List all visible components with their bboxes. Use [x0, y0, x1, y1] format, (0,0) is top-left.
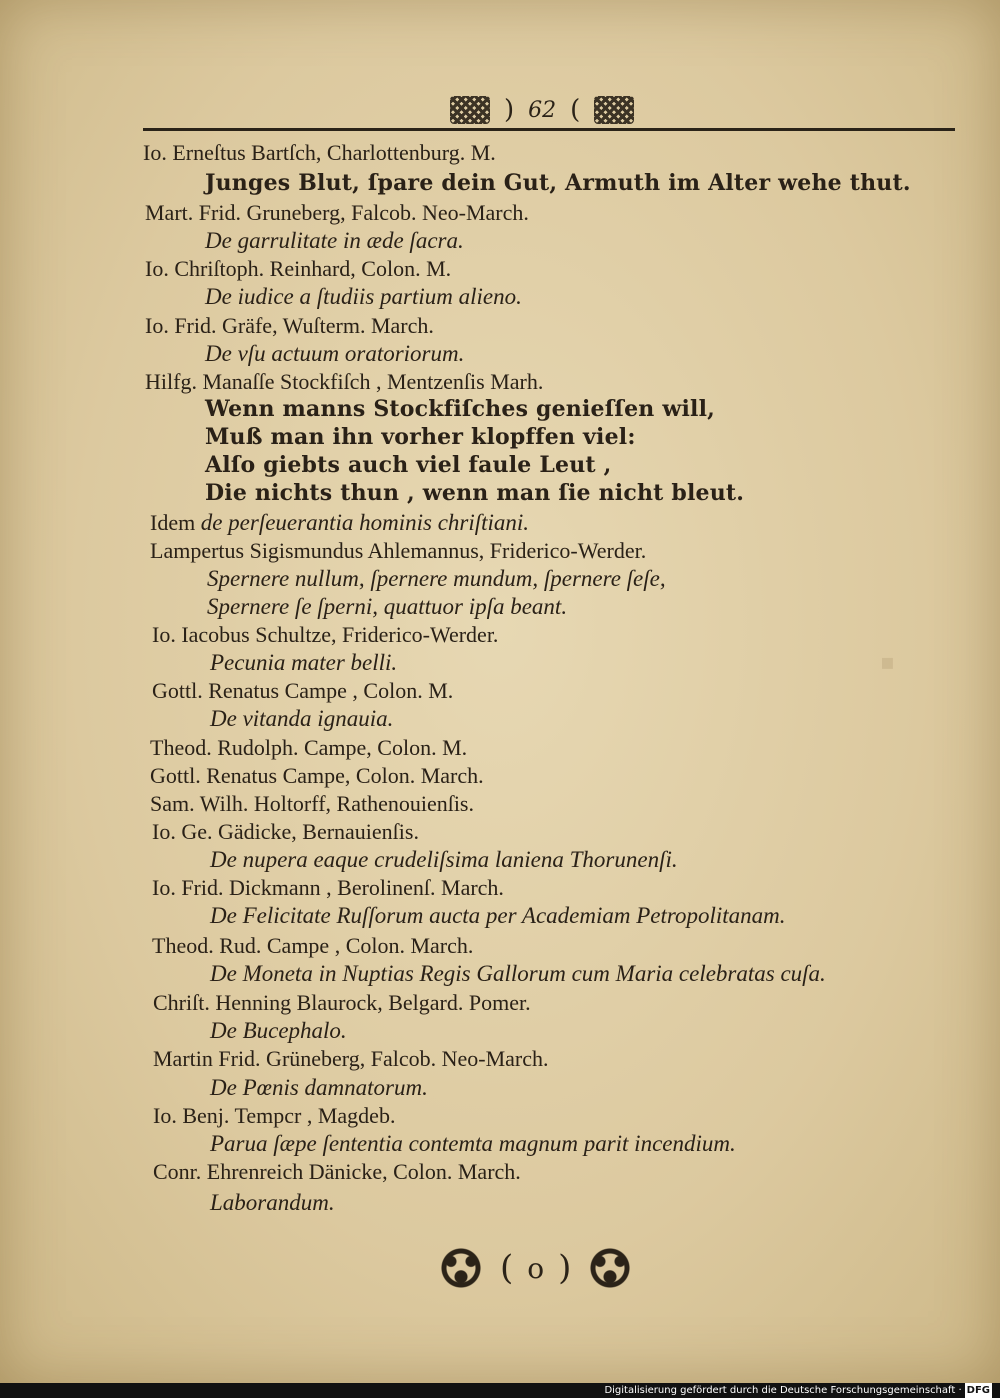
entry-roman-part: Idem — [150, 510, 201, 535]
flower-ornament-left-icon — [436, 1246, 486, 1290]
entry-line: Pecunia mater belli. — [210, 650, 398, 675]
entry-line: De Pœnis damnatorum. — [210, 1075, 428, 1100]
dfg-logo: DFG — [966, 1385, 990, 1396]
entry-line: Theod. Rud. Campe , Colon. March. — [152, 933, 474, 958]
footer-center-mark: o — [527, 1251, 545, 1285]
ornament-right-icon — [594, 96, 634, 124]
flower-ornament-right-icon — [585, 1246, 635, 1290]
entry-line: Spernere ſe ſperni, quattuor ipſa beant. — [207, 594, 568, 619]
entry-line: Alſo giebts auch viel faule Leut , — [205, 452, 612, 478]
entry-line: Io. Frid. Dickmann , Berolinenſ. March. — [152, 875, 504, 900]
header-left-paren: ) — [504, 95, 515, 125]
entry-line: De vitanda ignauia. — [210, 706, 394, 731]
entry-line: Io. Benj. Tempcr , Magdeb. — [153, 1103, 396, 1128]
credit-text: Digitalisierung gefördert durch die Deutsche Forschungsgemeinschaft · — [604, 1385, 962, 1396]
entry-line: De iudice a ſtudiis partium alieno. — [205, 284, 522, 309]
ornament-left-icon — [450, 96, 490, 124]
entry-line: De nupera eaque crudeliſsima laniena Thorunenſi. — [210, 847, 678, 872]
entry-line — [150, 510, 529, 536]
page-footer — [436, 1243, 635, 1293]
header-rule — [143, 128, 955, 131]
entry-line: Junges Blut, ſpare dein Gut, Armuth im Alter wehe thut. — [205, 170, 911, 196]
entry-line: Wenn manns Stockfiſches genieſſen will, — [205, 396, 715, 422]
bleed-through-mark: ▪ — [880, 650, 895, 675]
entry-line: Martin Frid. Grüneberg, Falcob. Neo-March. — [153, 1046, 549, 1071]
entry-line: Gottl. Renatus Campe , Colon. M. — [152, 678, 454, 703]
entry-line: Parua ſæpe ſententia contemta magnum parit incendium. — [210, 1131, 736, 1156]
entry-line: Io. Chriſtoph. Reinhard, Colon. M. — [145, 256, 452, 281]
digitization-credit — [604, 1383, 992, 1398]
entry-line: Io. Erneſtus Bartſch, Charlottenburg. M. — [143, 140, 496, 165]
entry-line: Die nichts thun , wenn man ſie nicht bleut. — [205, 480, 745, 506]
entry-line: De Felicitate Ruſſorum aucta per Academiam Petropolitanam. — [210, 903, 786, 928]
entry-line: Laborandum. — [210, 1190, 335, 1215]
entry-line: Muß man ihn vorher klopffen viel: — [205, 424, 636, 450]
entry-line: De vſu actuum oratoriorum. — [205, 341, 465, 366]
entry-line: Theod. Rudolph. Campe, Colon. M. — [150, 735, 468, 760]
entry-line: Io. Ge. Gädicke, Bernauienſis. — [152, 819, 419, 844]
footer-left-paren: ( — [500, 1248, 514, 1288]
entry-line: Chriſt. Henning Blaurock, Belgard. Pomer. — [153, 990, 531, 1015]
entry-line: Hilfg. Manaſſe Stockfiſch , Mentzenſis Marh. — [145, 369, 544, 394]
entry-line: De garrulitate in æde ſacra. — [205, 228, 464, 253]
entry-italic-part: de perſeuerantia hominis chriſtiani. — [200, 510, 530, 535]
entry-line: Io. Frid. Gräfe, Wuſterm. March. — [145, 313, 434, 338]
page-header — [450, 92, 634, 128]
entry-line: Io. Iacobus Schultze, Friderico-Werder. — [152, 622, 499, 647]
entry-line: Mart. Frid. Gruneberg, Falcob. Neo-March. — [145, 200, 529, 225]
page-number: 62 — [528, 97, 557, 123]
entry-line: Gottl. Renatus Campe, Colon. March. — [150, 763, 484, 788]
entry-line: Conr. Ehrenreich Dänicke, Colon. March. — [153, 1159, 521, 1184]
entry-line: De Bucephalo. — [210, 1018, 347, 1043]
entry-line: De Moneta in Nuptias Regis Gallorum cum Maria celebratas cuſa. — [210, 961, 826, 986]
entry-line: Spernere nullum, ſpernere mundum, ſpernere ſeſe, — [207, 566, 666, 591]
footer-right-paren: ) — [558, 1248, 572, 1288]
entry-line: Sam. Wilh. Holtorff, Rathenouienſis. — [150, 791, 474, 816]
entry-line: Lampertus Sigismundus Ahlemannus, Friderico-Werder. — [150, 538, 647, 563]
header-right-paren: ( — [570, 95, 581, 125]
